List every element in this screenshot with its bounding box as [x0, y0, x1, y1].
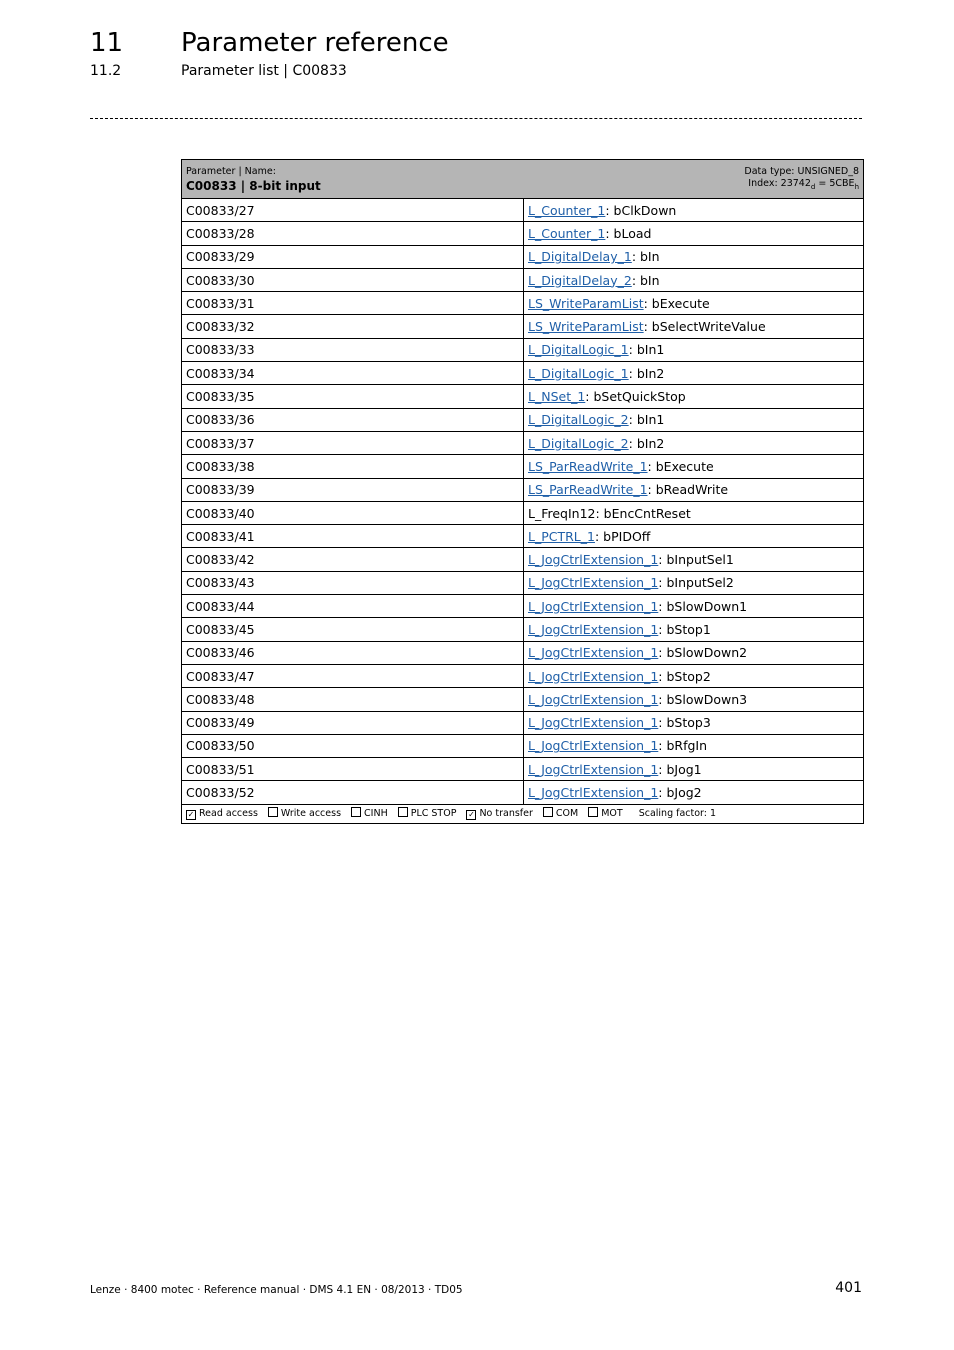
signal-name: : bStop1	[658, 621, 711, 637]
signal-cell	[524, 292, 864, 315]
signal-cell	[524, 711, 864, 734]
signal-cell	[524, 338, 864, 361]
parameter-table	[181, 159, 864, 824]
signal-name: : bInputSel2	[658, 575, 734, 591]
attribute-label: Read access	[199, 808, 258, 820]
table-row	[182, 711, 864, 734]
signal-cell	[524, 478, 864, 501]
table-row	[182, 245, 864, 268]
signal-name: : bStop3	[658, 715, 711, 731]
subcode-cell: C00833/45	[182, 618, 524, 641]
attribute-item	[186, 808, 258, 819]
table-row	[182, 571, 864, 594]
subcode-cell: C00833/31	[182, 292, 524, 315]
attribute-item	[268, 808, 341, 819]
function-block-link[interactable]: L_JogCtrlExtension_1	[528, 715, 659, 731]
signal-name: : bStop2	[658, 668, 711, 684]
checked-box-icon: ✓	[468, 810, 475, 820]
subcode-cell: C00833/35	[182, 385, 524, 408]
signal-name: : bJog1	[658, 761, 702, 777]
function-block-link[interactable]: L_JogCtrlExtension_1	[528, 621, 659, 637]
signal-cell	[524, 525, 864, 548]
function-block-link[interactable]: L_JogCtrlExtension_1	[528, 575, 659, 591]
subcode-cell: C00833/43	[182, 571, 524, 594]
signal-cell	[524, 385, 864, 408]
signal-name: : bSlowDown2	[658, 645, 748, 661]
subcode-cell: C00833/48	[182, 688, 524, 711]
table-row	[182, 385, 864, 408]
table-row	[182, 431, 864, 454]
signal-name: : bIn	[631, 249, 660, 265]
signal-name: : bIn	[631, 272, 660, 288]
attributes-row	[182, 804, 864, 823]
function-block-link[interactable]: LS_ParReadWrite_1	[528, 458, 648, 474]
signal-cell	[524, 548, 864, 571]
subcode-cell: C00833/29	[182, 245, 524, 268]
signal-cell	[524, 455, 864, 478]
subcode-cell: C00833/39	[182, 478, 524, 501]
function-block-link[interactable]: L_PCTRL_1	[528, 528, 595, 544]
function-block-link[interactable]: L_JogCtrlExtension_1	[528, 738, 659, 754]
unchecked-box-icon	[588, 807, 598, 817]
signal-cell	[524, 571, 864, 594]
subcode-cell: C00833/51	[182, 758, 524, 781]
signal-cell	[524, 268, 864, 291]
signal-name: L_FreqIn12: bEncCntReset	[528, 505, 691, 521]
header-divider	[90, 118, 862, 119]
signal-cell	[524, 222, 864, 245]
table-row	[182, 781, 864, 804]
index-info: Index: $23742_d = 5CBE_h$	[748, 178, 859, 191]
subcode-cell: C00833/32	[182, 315, 524, 338]
function-block-link[interactable]: L_JogCtrlExtension_1	[528, 785, 659, 801]
table-row	[182, 268, 864, 291]
attribute-item	[351, 808, 388, 819]
table-row	[182, 315, 864, 338]
chapter-title: Parameter reference	[181, 28, 449, 58]
signal-cell	[524, 781, 864, 804]
signal-cell	[524, 664, 864, 687]
signal-name: : bIn1	[628, 412, 665, 428]
signal-name: : bIn2	[628, 365, 665, 381]
section-number: 11.2	[90, 63, 122, 79]
function-block-link[interactable]: L_JogCtrlExtension_1	[528, 691, 659, 707]
signal-name: : bSetQuickStop	[585, 389, 686, 405]
attribute-label: CINH	[364, 808, 388, 820]
signal-cell	[524, 501, 864, 524]
parameter-name: C00833 | 8-bit input	[186, 179, 321, 193]
signal-name: : bSelectWriteValue	[643, 319, 766, 335]
subcode-cell: C00833/47	[182, 664, 524, 687]
unchecked-box-icon	[543, 807, 553, 817]
table-row	[182, 292, 864, 315]
signal-cell	[524, 641, 864, 664]
signal-cell	[524, 199, 864, 222]
signal-cell	[524, 595, 864, 618]
table-row	[182, 734, 864, 757]
subcode-cell: C00833/33	[182, 338, 524, 361]
function-block-link[interactable]: L_DigitalLogic_1	[528, 342, 629, 358]
document-info: Lenze · 8400 motec · Reference manual · DMS 4.1 EN · 08/2013 · TD05	[90, 1284, 463, 1296]
function-block-link[interactable]: LS_WriteParamList	[528, 319, 644, 335]
signal-name: : bInputSel1	[658, 552, 734, 568]
signal-name: : bReadWrite	[647, 482, 729, 498]
signal-name: : bIn2	[628, 435, 665, 451]
unchecked-box-icon	[398, 807, 408, 817]
attribute-item	[543, 808, 578, 819]
function-block-link[interactable]: L_JogCtrlExtension_1	[528, 645, 659, 661]
signal-name: : bClkDown	[605, 202, 677, 218]
subcode-cell: C00833/50	[182, 734, 524, 757]
table-row	[182, 641, 864, 664]
function-block-link[interactable]: L_JogCtrlExtension_1	[528, 668, 659, 684]
signal-name: : bExecute	[643, 295, 710, 311]
function-block-link[interactable]: LS_ParReadWrite_1	[528, 482, 648, 498]
function-block-link[interactable]: L_DigitalDelay_2	[528, 272, 632, 288]
attribute-label: No transfer	[479, 808, 533, 820]
page-number: 401	[835, 1280, 862, 1296]
signal-name: : bIn1	[628, 342, 665, 358]
function-block-link[interactable]: L_DigitalLogic_2	[528, 412, 629, 428]
subcode-cell: C00833/27	[182, 199, 524, 222]
function-block-link[interactable]: L_JogCtrlExtension_1	[528, 598, 659, 614]
table-row	[182, 199, 864, 222]
attribute-item	[466, 808, 532, 819]
subcode-cell: C00833/42	[182, 548, 524, 571]
subcode-cell: C00833/40	[182, 501, 524, 524]
subcode-cell: C00833/36	[182, 408, 524, 431]
scaling-factor: Scaling factor: 1	[638, 808, 717, 820]
table-row	[182, 548, 864, 571]
function-block-link[interactable]: L_DigitalDelay_1	[528, 249, 632, 265]
signal-cell	[524, 618, 864, 641]
attribute-label: PLC STOP	[410, 808, 457, 820]
function-block-link[interactable]: L_Counter_1	[528, 225, 606, 241]
table-row	[182, 688, 864, 711]
subcode-cell: C00833/49	[182, 711, 524, 734]
table-row	[182, 455, 864, 478]
table-row	[182, 338, 864, 361]
function-block-link[interactable]: L_JogCtrlExtension_1	[528, 761, 659, 777]
table-row	[182, 664, 864, 687]
signal-name: : bRfgIn	[658, 738, 708, 754]
function-block-link[interactable]: L_JogCtrlExtension_1	[528, 552, 659, 568]
signal-name: : bSlowDown1	[658, 598, 748, 614]
data-type: Data type: UNSIGNED_8	[744, 166, 859, 177]
table-row	[182, 501, 864, 524]
table-row	[182, 525, 864, 548]
signal-cell	[524, 758, 864, 781]
signal-name: : bJog2	[658, 785, 702, 801]
signal-name: : bSlowDown3	[658, 691, 748, 707]
attribute-item	[588, 808, 622, 819]
section-title: Parameter list | C00833	[181, 63, 347, 79]
signal-cell	[524, 245, 864, 268]
signal-cell	[524, 734, 864, 757]
attribute-item	[398, 808, 457, 819]
attribute-label: Write access	[280, 808, 342, 820]
signal-cell	[524, 362, 864, 385]
signal-cell	[524, 431, 864, 454]
subcode-cell: C00833/44	[182, 595, 524, 618]
signal-name: : bLoad	[605, 225, 652, 241]
table-row	[182, 595, 864, 618]
signal-cell	[524, 688, 864, 711]
attribute-label: MOT	[601, 808, 623, 820]
function-block-link[interactable]: L_Counter_1	[528, 202, 606, 218]
table-row	[182, 478, 864, 501]
function-block-link[interactable]: L_NSet_1	[528, 389, 586, 405]
subcode-cell: C00833/30	[182, 268, 524, 291]
subcode-cell: C00833/38	[182, 455, 524, 478]
table-row	[182, 362, 864, 385]
function-block-link[interactable]: L_DigitalLogic_1	[528, 365, 629, 381]
unchecked-box-icon	[268, 807, 278, 817]
chapter-number: 11	[90, 28, 124, 58]
subcode-cell: C00833/46	[182, 641, 524, 664]
subcode-cell: C00833/37	[182, 431, 524, 454]
checked-box-icon: ✓	[187, 810, 195, 820]
table-row	[182, 408, 864, 431]
subcode-cell: C00833/34	[182, 362, 524, 385]
subcode-cell: C00833/28	[182, 222, 524, 245]
subcode-cell: C00833/41	[182, 525, 524, 548]
table-row	[182, 222, 864, 245]
table-row	[182, 618, 864, 641]
function-block-link[interactable]: LS_WriteParamList	[528, 295, 644, 311]
signal-cell	[524, 408, 864, 431]
table-header-row	[182, 160, 864, 199]
signal-name: : bExecute	[647, 458, 714, 474]
signal-cell	[524, 315, 864, 338]
subcode-cell: C00833/52	[182, 781, 524, 804]
function-block-link[interactable]: L_DigitalLogic_2	[528, 435, 629, 451]
unchecked-box-icon	[351, 807, 361, 817]
signal-name: : bPIDOff	[594, 528, 651, 544]
attribute-label: COM	[555, 808, 579, 820]
table-row	[182, 758, 864, 781]
header-label: Parameter | Name:	[186, 166, 276, 177]
